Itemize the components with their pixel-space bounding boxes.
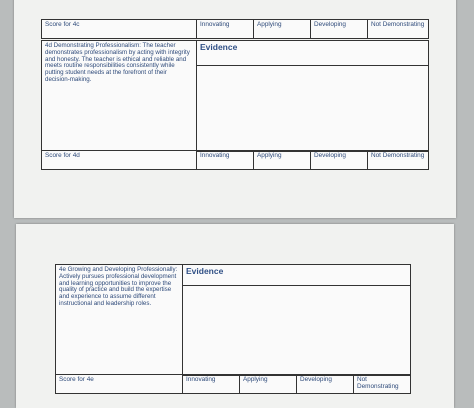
rubric-4d: [41, 40, 429, 170]
level-applying-4c: Applying: [253, 19, 311, 39]
level-developing-4d[interactable]: Developing: [310, 150, 368, 170]
level-innovating-4d[interactable]: Innovating: [196, 150, 254, 170]
score-label-4d: Score for 4d: [41, 150, 197, 170]
score-row-4c: [41, 19, 429, 39]
level-innovating-4e[interactable]: Innovating: [182, 374, 240, 394]
level-innovating-4c: Innovating: [196, 19, 254, 39]
page-2: [16, 224, 454, 408]
level-not-demonstrating-4c: Not Demonstrating: [367, 19, 429, 39]
level-not-demonstrating-4d[interactable]: Not Demonstrating: [367, 150, 429, 170]
rubric-4e: [55, 264, 411, 394]
level-developing-4c: Developing: [310, 19, 368, 39]
level-not-demonstrating-4e[interactable]: Not Demonstrating: [353, 374, 411, 394]
evidence-input-4d[interactable]: [196, 65, 429, 152]
level-applying-4e[interactable]: Applying: [239, 374, 297, 394]
score-label-4c: Score for 4c: [41, 19, 197, 39]
evidence-label-4e: Evidence: [186, 266, 224, 276]
level-applying-4d[interactable]: Applying: [253, 150, 311, 170]
score-label-4e: Score for 4e: [55, 374, 183, 394]
description-4d: 4d Demonstrating Professionalism: The teacher demonstrates professionalism by acting with integrity and honesty. The teacher is ethical and reliable and meets routine responsibilities consistently while putting student needs at the forefront of their decision-making.: [41, 40, 197, 151]
page-1: [14, 0, 456, 218]
description-4e: 4e Growing and Developing Professionally: Actively pursues professional development and learning opportunities to improve the quality of practice and build the expertise and experience to assume different instructional and leadership roles.: [55, 264, 183, 375]
evidence-input-4e[interactable]: [182, 285, 411, 376]
level-developing-4e[interactable]: Developing: [296, 374, 354, 394]
evidence-label-4d: Evidence: [200, 42, 238, 52]
